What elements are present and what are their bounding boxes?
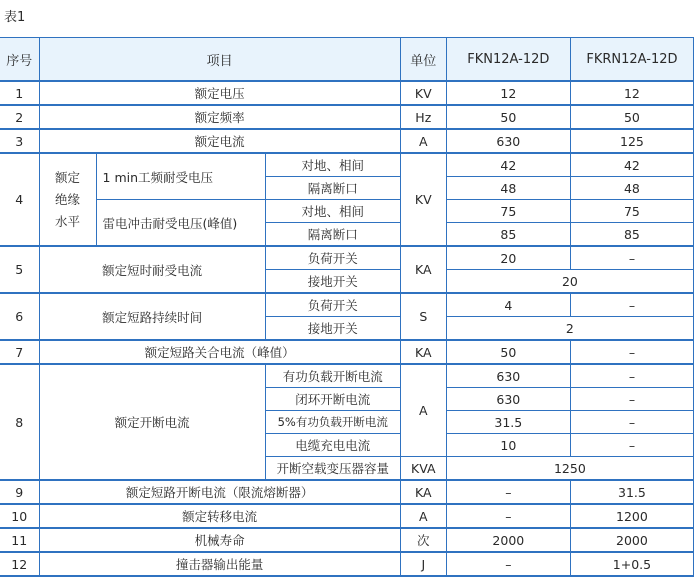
value-both: 1250 [446, 457, 693, 481]
sub-item: 电缆充电电流 [265, 434, 400, 457]
sub-item: 开断空载变压器容量 [265, 457, 400, 481]
seq: 12 [0, 552, 39, 576]
seq: 4 [0, 153, 39, 246]
value-a: 48 [446, 177, 570, 200]
header-unit: 单位 [400, 38, 446, 82]
value-b: 85 [570, 223, 693, 247]
seq: 7 [0, 340, 39, 364]
item: 额定转移电流 [39, 504, 400, 528]
seq: 6 [0, 293, 39, 340]
value-b: – [570, 388, 693, 411]
sub-item: 隔离断口 [265, 223, 400, 247]
unit: KV [400, 153, 446, 246]
table-row [0, 200, 694, 223]
value-a: 10 [446, 434, 570, 457]
value-a: 630 [446, 364, 570, 388]
header-item: 项目 [39, 38, 400, 82]
unit: J [400, 552, 446, 576]
value-a: 85 [446, 223, 570, 247]
value-a: 50 [446, 340, 570, 364]
unit: KV [400, 81, 446, 105]
spec-table [0, 37, 694, 577]
table-row [0, 528, 694, 552]
seq: 5 [0, 246, 39, 293]
item: 额定短时耐受电流 [39, 246, 265, 293]
header-model-b: FKRN12A-12D [570, 38, 693, 82]
value-a: 4 [446, 293, 570, 317]
sub-item: 隔离断口 [265, 177, 400, 200]
item: 额定绝缘水平 [39, 153, 96, 246]
table-row [0, 480, 694, 504]
unit: 次 [400, 528, 446, 552]
sub-item: 闭环开断电流 [265, 388, 400, 411]
value-b: 75 [570, 200, 693, 223]
unit: KVA [400, 457, 446, 481]
value-b: – [570, 293, 693, 317]
seq: 10 [0, 504, 39, 528]
header-model-a: FKN12A-12D [446, 38, 570, 82]
table-row [0, 246, 694, 270]
value-a: 20 [446, 246, 570, 270]
seq: 3 [0, 129, 39, 153]
sub-item: 对地、相间 [265, 200, 400, 223]
value-a: 50 [446, 105, 570, 129]
table-row [0, 504, 694, 528]
item: 额定电流 [39, 129, 400, 153]
value-b: 1+0.5 [570, 552, 693, 576]
value-a: 630 [446, 388, 570, 411]
header-row [0, 38, 694, 82]
header-seq: 序号 [0, 38, 39, 82]
value-a: – [446, 552, 570, 576]
unit: Hz [400, 105, 446, 129]
item: 额定短路关合电流（峰值） [39, 340, 400, 364]
unit: A [400, 129, 446, 153]
value-b: 125 [570, 129, 693, 153]
table-row [0, 340, 694, 364]
item: 额定短路持续时间 [39, 293, 265, 340]
value-a: – [446, 504, 570, 528]
value-b: 31.5 [570, 480, 693, 504]
seq: 9 [0, 480, 39, 504]
value-a: 42 [446, 153, 570, 177]
sub-item: 有功负载开断电流 [265, 364, 400, 388]
sub-item: 对地、相间 [265, 153, 400, 177]
value-b: – [570, 246, 693, 270]
sub-group: 雷电冲击耐受电压(峰值) [96, 200, 265, 247]
value-b: – [570, 364, 693, 388]
value-a: 31.5 [446, 411, 570, 434]
table-row [0, 105, 694, 129]
value-b: 2000 [570, 528, 693, 552]
unit: KA [400, 480, 446, 504]
seq: 11 [0, 528, 39, 552]
item: 额定频率 [39, 105, 400, 129]
value-a: 2000 [446, 528, 570, 552]
value-b: 50 [570, 105, 693, 129]
value-both: 20 [446, 270, 693, 294]
value-a: 75 [446, 200, 570, 223]
value-b: – [570, 411, 693, 434]
table-row [0, 153, 694, 177]
value-b: 42 [570, 153, 693, 177]
sub-item: 接地开关 [265, 317, 400, 341]
value-both: 2 [446, 317, 693, 341]
table-row [0, 364, 694, 388]
sub-item: 接地开关 [265, 270, 400, 294]
item: 机械寿命 [39, 528, 400, 552]
value-a: 12 [446, 81, 570, 105]
value-b: 12 [570, 81, 693, 105]
value-a: 630 [446, 129, 570, 153]
item: 额定开断电流 [39, 364, 265, 480]
value-b: 48 [570, 177, 693, 200]
sub-item: 负荷开关 [265, 246, 400, 270]
value-b: 1200 [570, 504, 693, 528]
table-row [0, 552, 694, 576]
value-a: – [446, 480, 570, 504]
sub-item: 5%有功负载开断电流 [265, 411, 400, 434]
unit: KA [400, 340, 446, 364]
item: 额定电压 [39, 81, 400, 105]
table-caption: 表1 [4, 10, 26, 25]
table-row [0, 293, 694, 317]
sub-group: 1 min工频耐受电压 [96, 153, 265, 200]
item: 撞击器输出能量 [39, 552, 400, 576]
value-b: – [570, 434, 693, 457]
unit: A [400, 364, 446, 457]
seq: 1 [0, 81, 39, 105]
sub-item: 负荷开关 [265, 293, 400, 317]
item: 额定短路开断电流（限流熔断器） [39, 480, 400, 504]
unit: KA [400, 246, 446, 293]
seq: 8 [0, 364, 39, 480]
table-row [0, 81, 694, 105]
unit: A [400, 504, 446, 528]
value-b: – [570, 340, 693, 364]
unit: S [400, 293, 446, 340]
seq: 2 [0, 105, 39, 129]
table-row [0, 129, 694, 153]
